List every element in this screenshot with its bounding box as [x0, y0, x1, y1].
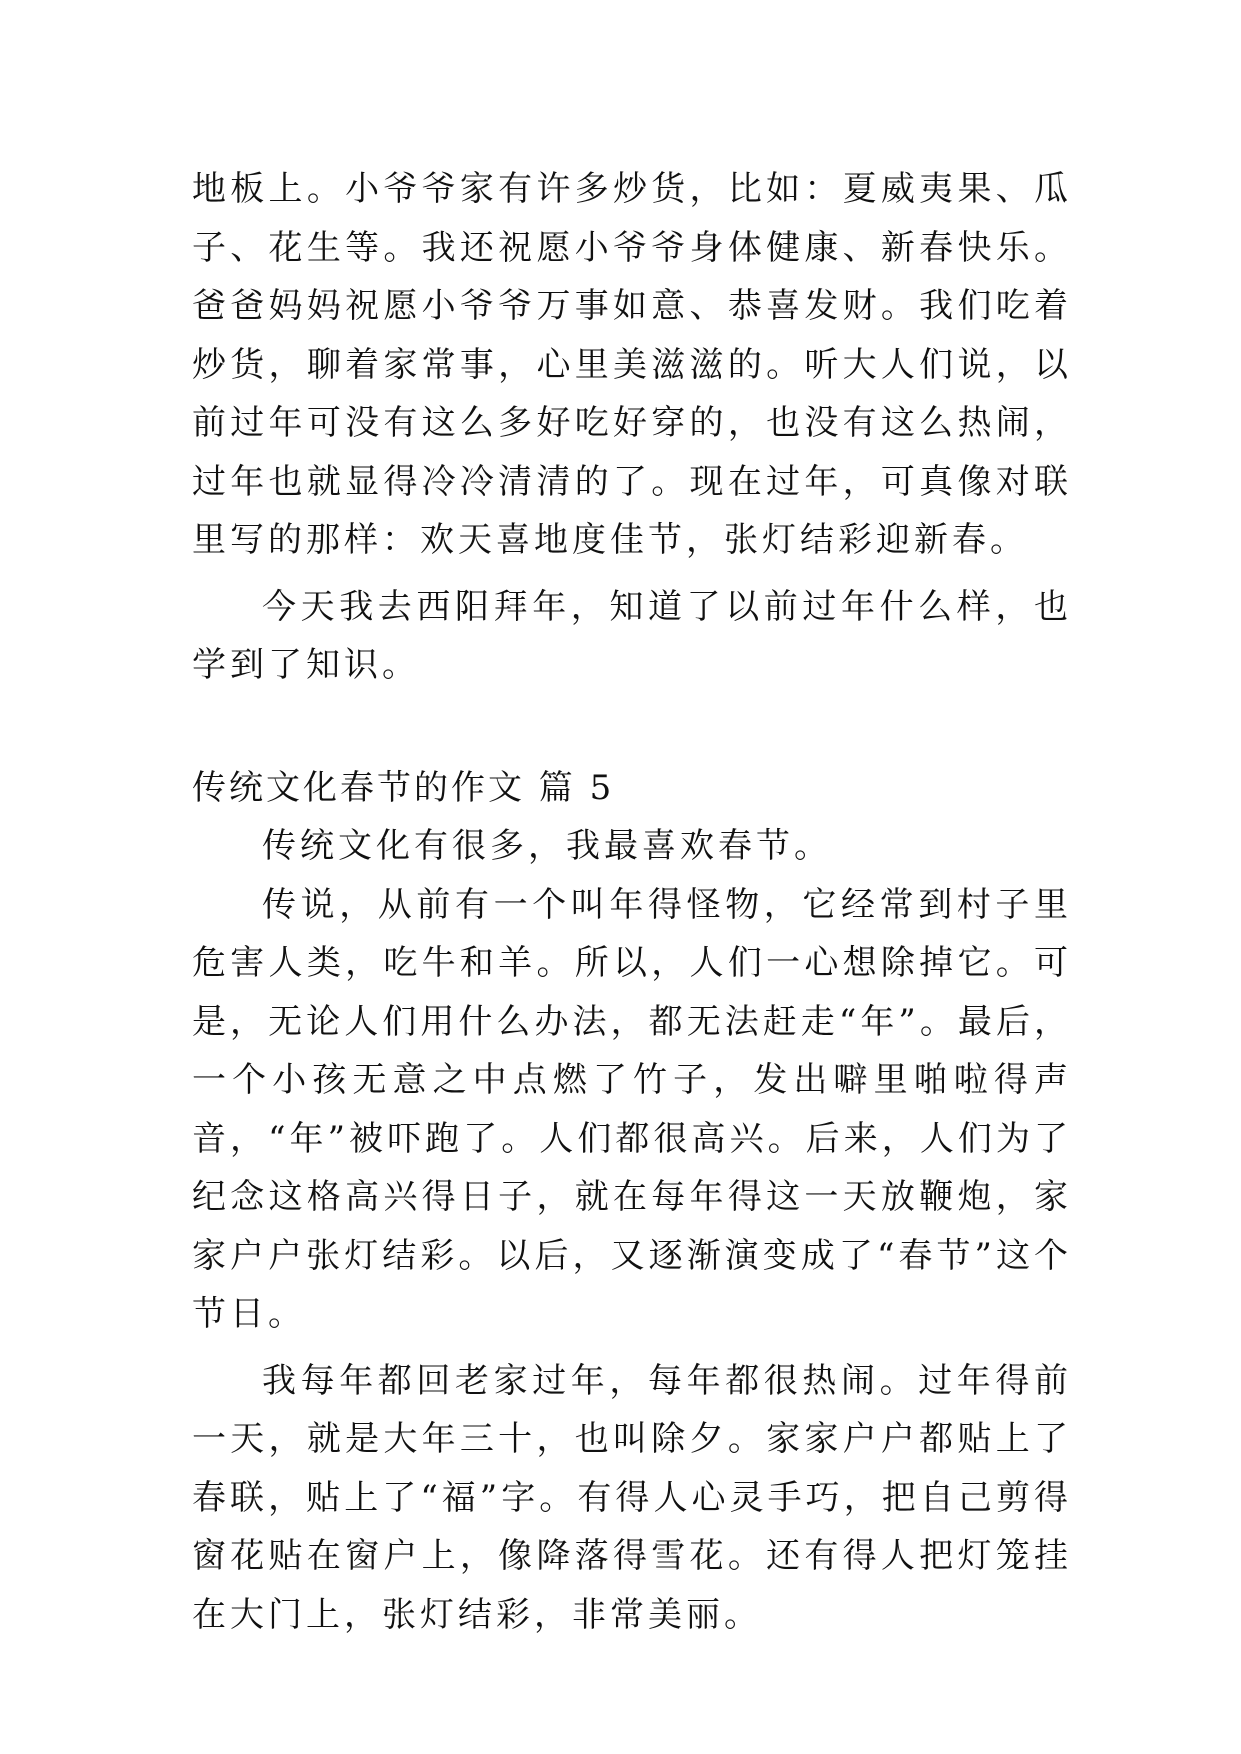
paragraph: 传统文化有很多，我最喜欢春节。 — [262, 826, 832, 866]
paragraph-conclusion: 今天我去西阳拜年，知道了以前过年什么样，也学到了知识。 — [192, 586, 1072, 685]
paragraph: 我每年都回老家过年，每年都很热闹。过年得前一天，就是大年三十，也叫除夕。家家户户都贴上了春联，贴上了“福”字。有得人心灵手巧，把自己剪得窗花贴在窗户上，像降落得雪花。还有得人把灯笼挂在大门上，张灯结彩，非常美丽。 — [192, 1360, 1072, 1635]
document-page — [192, 160, 1072, 1644]
paragraph: 传说，从前有一个叫年得怪物，它经常到村子里危害人类，吃牛和羊。所以，人们一心想除掉它。可是，无论人们用什么办法，都无法赶走“年”。最后，一个小孩无意之中点燃了竹子，发出噼里啪啦得声音，“年”被吓跑了。人们都很高兴。后来，人们为了纪念这格高兴得日子，就在每年得这一天放鞭炮，家家户户张灯结彩。以后，又逐渐演变成了“春节”这个节日。 — [192, 884, 1072, 1334]
section-spacer — [192, 695, 1072, 759]
paragraph-continuation: 地板上。小爷爷家有许多炒货，比如：夏威夷果、瓜子、花生等。我还祝愿小爷爷身体健康、新春快乐。爸爸妈妈祝愿小爷爷万事如意、恭喜发财。我们吃着炒货，聊着家常事，心里美滋滋的。听大人们说，以前过年可没有这么多好吃好穿的，也没有这么热闹，过年也就显得冷冷清清的了。现在过年，可真像对联里写的那样：欢天喜地度佳节，张灯结彩迎新春。 — [192, 169, 1072, 560]
section-heading: 传统文化春节的作文 篇 5 — [192, 767, 615, 808]
